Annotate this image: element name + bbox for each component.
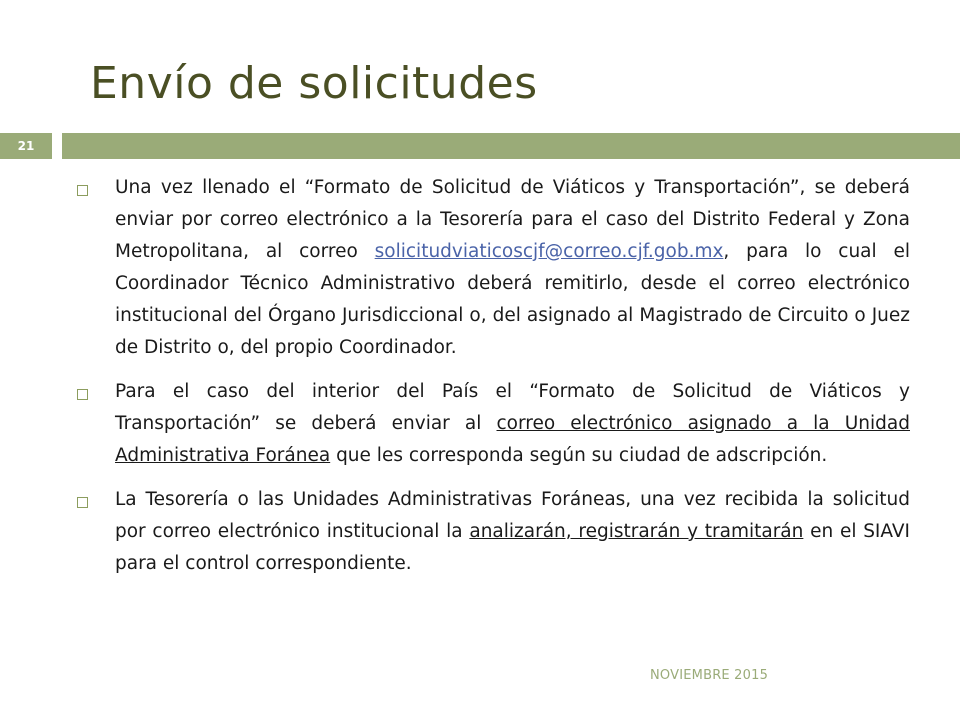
bullet-text-part: en el SIAVI para el control correspondiente.	[115, 521, 910, 574]
bullet-text-part: que les corresponda según su ciudad de adscripción.	[330, 445, 828, 466]
bullet-text-part: Una vez llenado el “Formato de Solicitud de Viáticos y Transportación”, se deberá enviar por correo electrónico a la Tesorería para el caso del Distrito Federal y Zona Metropolitana, al correo	[115, 177, 910, 262]
slide-number: 21	[17, 139, 35, 153]
bullet-text-part: La Tesorería o las Unidades Administrativas Foráneas, una vez recibida la solicitud por correo electrónico institucional la	[115, 489, 910, 542]
bullet-text	[115, 172, 910, 364]
slide-number-badge	[0, 133, 52, 159]
underlined-text: correo electrónico asignado a la Unidad Administrativa Foránea	[115, 413, 910, 466]
square-bullet-icon	[77, 497, 88, 508]
bullet-item	[72, 484, 910, 580]
bullet-text-part: , para lo cual el Coordinador Técnico Administrativo deberá remitirlo, desde el correo electrónico institucional del Órgano Jurisdiccional o, del asignado al Magistrado de Circuito o Juez de Distrito o, del propio Coordinador.	[115, 241, 911, 358]
bullet-item	[72, 376, 910, 472]
bullet-item	[72, 172, 910, 364]
footer-date: NOVIEMBRE 2015	[650, 668, 769, 683]
square-bullet-icon	[77, 389, 88, 400]
square-bullet-icon	[77, 185, 88, 196]
email-link[interactable]: solicitudviaticoscjf@correo.cjf.gob.mx	[374, 241, 724, 262]
bullet-text	[115, 376, 910, 472]
slide-title: Envío de solicitudes	[90, 58, 538, 109]
title-divider-bar	[62, 133, 960, 159]
bullet-text	[115, 484, 910, 580]
slide-body	[72, 172, 910, 592]
underlined-text: analizarán, registrarán y tramitarán	[469, 521, 804, 542]
bullet-text-part: Para el caso del interior del País el “Formato de Solicitud de Viáticos y Transportación” se deberá enviar al	[115, 381, 910, 434]
